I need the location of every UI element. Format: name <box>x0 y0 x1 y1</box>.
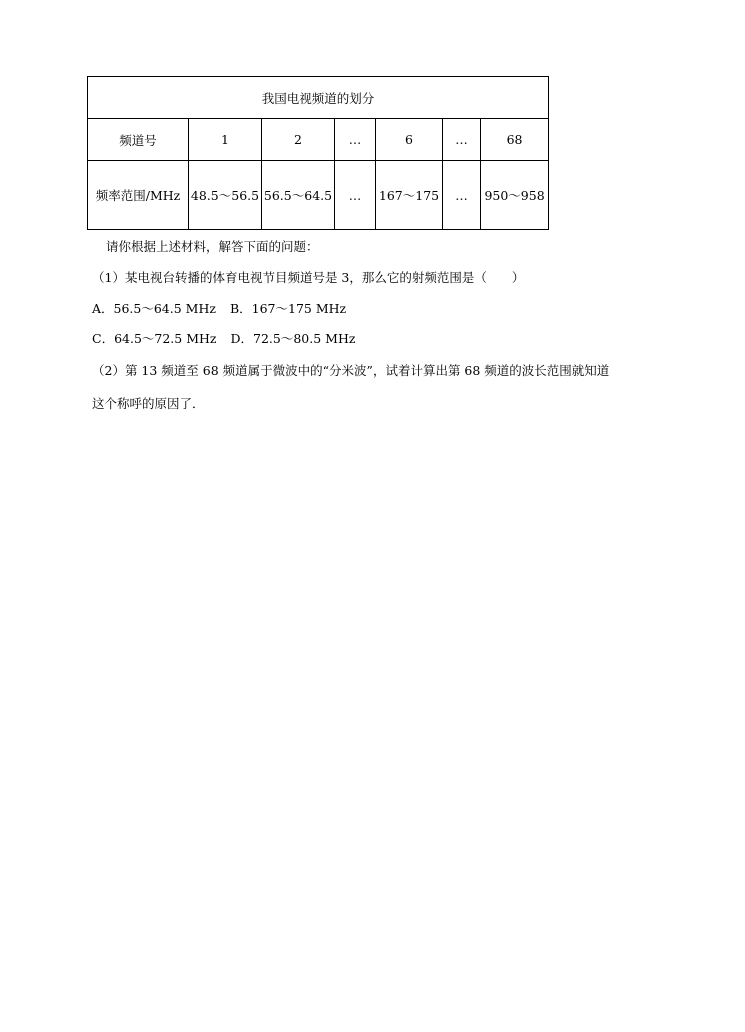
table-title: 我国电视频道的划分 <box>88 77 549 119</box>
option-b: B．167～175 MHz <box>229 301 347 316</box>
channel-frequency-table <box>87 76 549 230</box>
option-c: C．64.5～72.5 MHz <box>92 331 217 346</box>
frequency-cell: 167～175 <box>376 161 443 230</box>
options-cd <box>92 330 355 348</box>
question-1: （1）某电视台转播的体育电视节目频道号是 3，那么它的射频范围是（ ） <box>92 270 525 285</box>
question-2-line-1: （2）第 13 频道至 68 频道属于微波中的“分米波”，试着计算出第 68 频道的波长范围就知道 <box>92 363 610 378</box>
intro-text: 请你根据上述材料，解答下面的问题： <box>106 239 319 254</box>
table-row-channel <box>88 119 549 161</box>
frequency-cell: 950～958 <box>481 161 549 230</box>
option-a: A．56.5～64.5 MHz <box>92 301 216 316</box>
channel-cell: … <box>335 119 376 161</box>
frequency-header-cell: 频率范围/MHz <box>88 161 189 230</box>
channel-cell: … <box>443 119 481 161</box>
channel-cell: 68 <box>481 119 549 161</box>
frequency-cell: … <box>443 161 481 230</box>
question-2-line-2: 这个称呼的原因了． <box>92 396 205 411</box>
channel-cell: 2 <box>262 119 335 161</box>
channel-header-cell: 频道号 <box>88 119 189 161</box>
frequency-cell: 48.5～56.5 <box>189 161 262 230</box>
table-row-frequency <box>88 161 549 230</box>
options-ab <box>92 300 346 318</box>
option-d: D．72.5～80.5 MHz <box>230 331 356 346</box>
channel-cell: 1 <box>189 119 262 161</box>
table-title-row <box>88 77 549 119</box>
frequency-cell: 56.5～64.5 <box>262 161 335 230</box>
frequency-cell: … <box>335 161 376 230</box>
channel-cell: 6 <box>376 119 443 161</box>
